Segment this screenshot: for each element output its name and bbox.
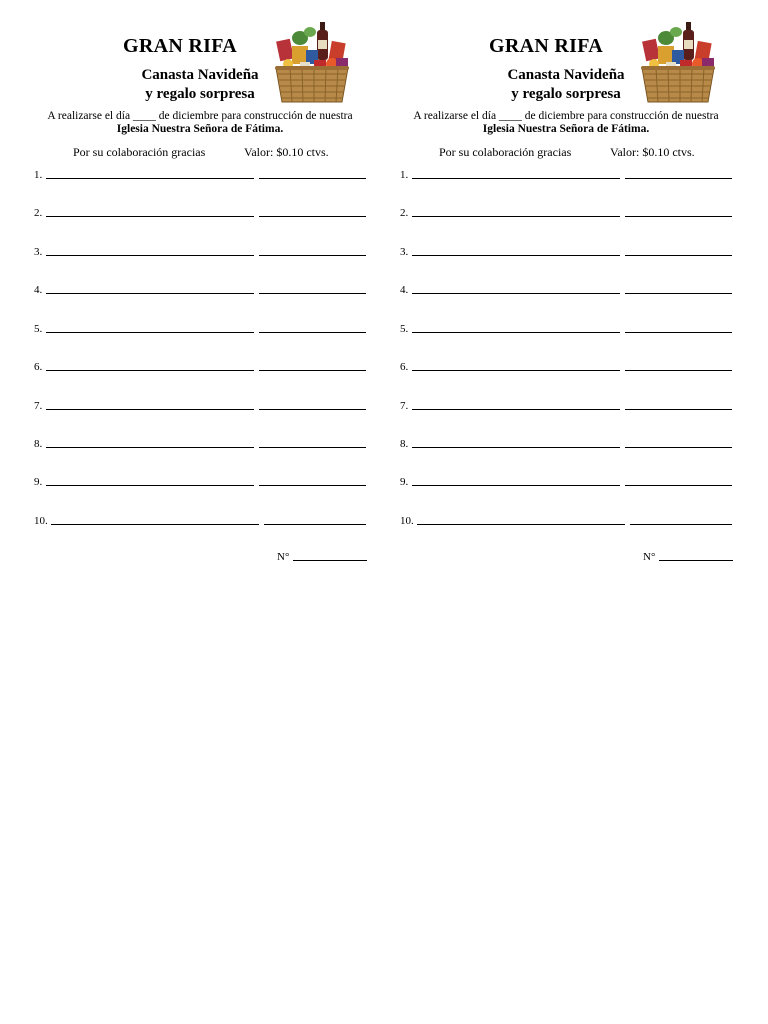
name-blank-line[interactable] xyxy=(46,485,254,486)
gift-basket-image xyxy=(270,18,354,104)
name-blank-line[interactable] xyxy=(46,178,254,179)
name-blank-line[interactable] xyxy=(412,332,620,333)
amount-blank-line[interactable] xyxy=(625,485,732,486)
amount-blank-line[interactable] xyxy=(625,409,732,410)
ticket-number-label: N° xyxy=(643,551,656,563)
entry-row xyxy=(400,436,732,450)
amount-blank-line[interactable] xyxy=(625,447,732,448)
entry-number: 3. xyxy=(34,246,43,258)
entry-row xyxy=(34,244,366,258)
prize-line-1: Canasta Navideña xyxy=(507,67,625,83)
amount-blank-line[interactable] xyxy=(259,409,366,410)
amount-blank-line[interactable] xyxy=(259,332,366,333)
amount-blank-line[interactable] xyxy=(625,216,732,217)
name-blank-line[interactable] xyxy=(412,216,620,217)
raffle-description xyxy=(30,110,370,136)
amount-blank-line[interactable] xyxy=(259,293,366,294)
church-name: Iglesia Nuestra Señora de Fátima. xyxy=(482,123,650,135)
amount-blank-line[interactable] xyxy=(625,293,732,294)
church-name: Iglesia Nuestra Señora de Fátima. xyxy=(116,123,284,135)
name-blank-line[interactable] xyxy=(46,370,254,371)
entry-number: 1. xyxy=(34,169,43,181)
amount-blank-line[interactable] xyxy=(259,178,366,179)
name-blank-line[interactable] xyxy=(412,409,620,410)
entry-row xyxy=(34,167,366,181)
raffle-ticket xyxy=(396,0,736,580)
amount-blank-line[interactable] xyxy=(259,370,366,371)
entry-number: 6. xyxy=(400,361,409,373)
ticket-number xyxy=(643,549,733,563)
ticket-number-label: N° xyxy=(277,551,290,563)
amount-blank-line[interactable] xyxy=(259,485,366,486)
ticket-value: Valor: $0.10 ctvs. xyxy=(610,145,695,159)
entry-number: 10. xyxy=(34,515,48,527)
name-blank-line[interactable] xyxy=(417,524,625,525)
name-blank-line[interactable] xyxy=(46,255,254,256)
name-blank-line[interactable] xyxy=(412,485,620,486)
amount-blank-line[interactable] xyxy=(630,524,732,525)
prize-line-1: Canasta Navideña xyxy=(141,67,259,83)
entry-number: 7. xyxy=(400,400,409,412)
entry-number: 10. xyxy=(400,515,414,527)
ticket-number-blank[interactable] xyxy=(659,560,733,561)
entry-number: 4. xyxy=(400,284,409,296)
entry-row xyxy=(400,513,732,527)
entry-row xyxy=(34,436,366,450)
entry-number: 8. xyxy=(34,438,43,450)
amount-blank-line[interactable] xyxy=(259,216,366,217)
gift-basket-image xyxy=(636,18,720,104)
prize-line-2: y regalo sorpresa xyxy=(511,86,621,102)
amount-blank-line[interactable] xyxy=(625,255,732,256)
name-blank-line[interactable] xyxy=(412,447,620,448)
raffle-title: GRAN RIFA xyxy=(489,35,603,57)
name-blank-line[interactable] xyxy=(412,370,620,371)
name-blank-line[interactable] xyxy=(51,524,259,525)
name-blank-line[interactable] xyxy=(46,216,254,217)
amount-blank-line[interactable] xyxy=(625,332,732,333)
entry-row xyxy=(400,205,732,219)
entry-row xyxy=(34,205,366,219)
entry-number: 2. xyxy=(400,207,409,219)
amount-blank-line[interactable] xyxy=(625,178,732,179)
entry-row xyxy=(400,398,732,412)
name-blank-line[interactable] xyxy=(46,332,254,333)
entry-number: 9. xyxy=(400,476,409,488)
ticket-number xyxy=(277,549,367,563)
entry-number: 6. xyxy=(34,361,43,373)
amount-blank-line[interactable] xyxy=(625,370,732,371)
entry-number: 2. xyxy=(34,207,43,219)
entry-row xyxy=(34,398,366,412)
amount-blank-line[interactable] xyxy=(259,447,366,448)
entry-row xyxy=(34,513,366,527)
entry-row xyxy=(400,167,732,181)
entry-number: 5. xyxy=(34,323,43,335)
raffle-description xyxy=(396,110,736,136)
entry-row xyxy=(400,321,732,335)
name-blank-line[interactable] xyxy=(46,293,254,294)
amount-blank-line[interactable] xyxy=(259,255,366,256)
thanks-text: Por su colaboración gracias xyxy=(73,145,206,159)
ticket-number-blank[interactable] xyxy=(293,560,367,561)
amount-blank-line[interactable] xyxy=(264,524,366,525)
ticket-value: Valor: $0.10 ctvs. xyxy=(244,145,329,159)
name-blank-line[interactable] xyxy=(46,409,254,410)
entry-number: 3. xyxy=(400,246,409,258)
entry-row xyxy=(34,282,366,296)
entry-row xyxy=(34,321,366,335)
entry-number: 8. xyxy=(400,438,409,450)
entry-row xyxy=(400,282,732,296)
entry-number: 7. xyxy=(34,400,43,412)
name-blank-line[interactable] xyxy=(412,255,620,256)
raffle-title: GRAN RIFA xyxy=(123,35,237,57)
entry-number: 4. xyxy=(34,284,43,296)
thanks-text: Por su colaboración gracias xyxy=(439,145,572,159)
description-text: A realizarse el día ____ de diciembre para construcción de nuestra xyxy=(413,110,719,122)
entry-row xyxy=(400,474,732,488)
entry-row xyxy=(34,474,366,488)
entry-row xyxy=(400,359,732,373)
entry-number: 5. xyxy=(400,323,409,335)
name-blank-line[interactable] xyxy=(46,447,254,448)
prize-line-2: y regalo sorpresa xyxy=(145,86,255,102)
entry-number: 1. xyxy=(400,169,409,181)
entry-row xyxy=(34,359,366,373)
entry-row xyxy=(400,244,732,258)
description-text: A realizarse el día ____ de diciembre para construcción de nuestra xyxy=(47,110,353,122)
name-blank-line[interactable] xyxy=(412,293,620,294)
raffle-ticket xyxy=(30,0,370,580)
entry-number: 9. xyxy=(34,476,43,488)
name-blank-line[interactable] xyxy=(412,178,620,179)
